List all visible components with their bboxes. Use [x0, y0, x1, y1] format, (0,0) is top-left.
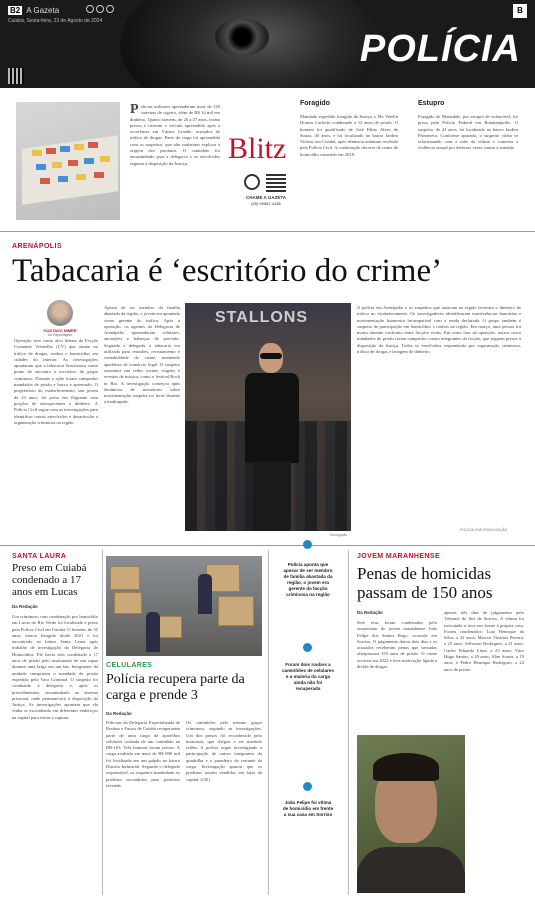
suspect-photo: [185, 303, 351, 531]
masthead-bar: [8, 6, 59, 15]
center-headline: Polícia recupera parte da carga e prende 3: [106, 672, 245, 703]
section-header: [0, 0, 535, 88]
victim-photo: [357, 735, 465, 893]
main-headline: Tabacaria é ‘escritório do crime’: [12, 253, 443, 289]
social-icons: [86, 5, 114, 13]
whatsapp-number: (65) 99987-4186: [251, 201, 281, 206]
section-title: POLÍCIA: [359, 28, 521, 70]
brand-name: A Gazeta: [26, 6, 60, 15]
right-kicker: JOVEM MARANHENSE: [357, 553, 441, 560]
center-col-1: Policiais da Delegacia Especializada de Roubos e Furtos de Cuiabá recuperaram parte de uma carga de aparelhos celulares roubada de um caminhão na BR-163. Três homens foram presos. A carga avaliada em mais de R$ 800 mil foi localizada em um galpão no bairro Distrito Industrial. Segundo o delegado responsável, os suspeitos mantinham os produtos escondidos para posterior revenda.: [106, 720, 180, 788]
page-number-right: B: [513, 4, 527, 18]
seized-goods-photo: [16, 102, 120, 220]
main-col-3: A polícia em Arenápolis e os suspeitos que atuavam na região lavavam o dinheiro de tráfico no estabelecimento. Os investigadores identificaram transferências bancárias e movimentação financeira incompatível com a renda declarada. O grupo também é suspeito de participação em homicídios e roubos na região. Em março, uma pessoa foi morta durante confronto entre facções rivais. Em outra fase da operação, outros cinco mandados de prisão foram cumpridos contra integrantes da facção, que seguem presos à disposição da Justiça. Todos os envolvidos responderão por organização criminosa, tráfico de drogas e lavagem de dinheiro.: [357, 305, 521, 355]
eye-iris: [215, 18, 269, 56]
qr-code-icon: [266, 172, 286, 192]
main-col-2: Apesar de ser membro da família abastada da região, o jovem era apontado como gerente do tráfico. Após a operação, os agentes da Delegacia de Arenápolis apreenderam celulares, anotações e balanças de precisão. Segundo a delegada, a tabacaria era utilizada para reuniões, recrutamento e contabilidade do crime, mantendo aparência de comércio legal. O suspeito ostentava nas redes sociais viagens e eventos de música, como o festival Rock in Rio. A investigação começou após denúncias de moradores sobre movimentação suspeita no local durante a madrugada.: [104, 305, 180, 405]
blitz-col-1: Policias militares apreenderam mais de 120 carteiras de cigarro, além de R$ 14 mil em dinheiro. Quatro homens, de 20 a 37 anos, foram presos e tiveram o veículo apreendido após a ocorrência em Várzea Grande, acusados de tráfico de drogas. Parte da carga foi apreendida com os suspeitos, que não souberam explicar a origem dos produtos. O caminhão foi encaminhado para a delegacia e os envolvidos seguem à disposição da Justiça.: [130, 104, 220, 166]
blitz-col-2-title: Foragido: [300, 100, 330, 107]
blitz-col-2: Mandado expedido foragido da Justiça, o Mc Vetelin Douras Carlechi condenado a 12 anos de prisão. O homem foi qualificado de José Fábio Alves de Souza, 40 anos, e foi localizado no bairro Jardim Vitória, em Cuiabá, após denúncia anônima recebida pela Polícia Civil. A condenação decorre de crime de homicídio cometido em 2018.: [300, 114, 398, 157]
author-role: Da Reportagem: [47, 333, 73, 337]
left-kicker: SANTA LAURA: [12, 553, 67, 560]
info-icon: [303, 540, 312, 549]
author-avatar: [47, 300, 73, 326]
pull-note-1: Polícia aponta que apesar de ser membro de família abastada da região, o jovem era gerente da facção criminosa na região: [283, 562, 333, 597]
info-icon: [303, 643, 312, 652]
center-kicker: CELULARES: [106, 662, 153, 669]
pull-note-2: Foram dois roubos a caminhões de celulares e a maioria da carga ainda não foi recuperada: [282, 662, 334, 691]
left-body: Um criminoso com condenação por homicídio em Lucas do Rio Verde foi localizado e preso pela Polícia Civil em Cuiabá. O homem, de 35 anos, estava foragido desde 2021 e foi encontrado no bairro Santa Laura após trabalho de investigação da Delegacia de Homicídios. Ele havia sido condenado a 17 anos de prisão pelo assassinato de um rapaz durante uma briga em um bar. Integrantes da unidade cumpriram o mandado de prisão expedido pela Vara Criminal. O suspeito foi conduzido à delegacia e, após os procedimentos, encaminhado ao sistema prisional, onde permanecerá à disposição da Justiça. As investigações apontam que ele vinha se escondendo em diferentes endereços na capital para evitar a captura.: [12, 614, 98, 720]
photo-sign-text: STALLONS: [215, 309, 309, 326]
qr-code-icon: [8, 68, 24, 84]
main-col-1: Operação teve como alvo líderes da Facção Comando Vermelho (CV) que atuam no tráfico de drogas, roubos e homicídios em cidades do interior. As investigações apontaram que a tabacaria funcionava como ponto de encontro e escritório do grupo criminoso. Durante a ação foram cumpridos mandados de prisão e busca e apreensão. O proprietário do estabelecimento, um jovem de 23 anos, foi preso em flagrante com porções de entorpecentes e dinheiro. A Polícia Civil segue com as investigações para identificar outros envolvidos e desarticular a organização criminosa na região.: [14, 338, 98, 425]
facebook-icon: [86, 5, 94, 13]
right-col-2: apenas três dias de julgamento pelo Tribunal do Júri de Sorriso. A vítima foi executada a tiros em frente à própria casa. Foram condenados: Luiz Henrique da Silva, a 22 anos; Marcos Vinícius Pereira, a 25 anos; Jefferson Rodrigues, a 21 anos; Carlos Eduardo Lima, a 23 anos; Vitor Hugo Santos, a 20 anos; Alan Souza, a 19 anos; e Pedro Henrique Rodrigues, a 22 anos de prisão.: [444, 610, 524, 672]
instagram-icon: [96, 5, 104, 13]
author-name: GUSTAVO NIMER: [43, 328, 77, 333]
blitz-col-3: Foragido de Maranhão, por estupro de vulnerável, foi preso pela Polícia Federal em Rondonópolis. O suspeito, de 41 anos, foi localizado no bairro Jardim Primavera. Conforme apurado, o suspeito vinha se relacionando com a mãe da vítima e cometeu a violência sexual por diversas vezes contra a enteada.: [418, 114, 518, 151]
pull-note-3: João Felipe foi vítima de homicídio em frente a sua casa em Sorriso: [282, 800, 334, 817]
photo-credit: Divulgação: [330, 533, 348, 537]
whatsapp-icon: [244, 174, 260, 190]
author-block: [20, 300, 100, 337]
right-col-1: Sete réus foram condenados pelo assassinato do jovem maranhense João Felipe dos Santos Rego, ocorrido em Sorriso. O julgamento durou dois dias e os acusados receberam penas que somadas ultrapassam 150 anos de prisão. O crime ocorreu em 2022 e teve motivação ligada a dívida de drogas.: [357, 620, 437, 670]
right-headline: Penas de homicidas passam de 150 anos: [357, 564, 493, 602]
col3-footnote: POLÍCIA CIVIL/DIVULGAÇÃO: [460, 528, 508, 532]
cargo-photo: [106, 556, 262, 656]
center-col-2: Os caminhões pelo mesmo grupo criminoso, segundo as investigações. Um dos presos foi reconhecido pelo motorista, que chegou a ser mantido refém. A polícia segue investigando a participação de outros integrantes da quadrilha e o paradeiro do restante da carga. Investigação apurou que os produtos seriam vendidos em lojas da capital. (CR): [186, 720, 262, 782]
info-icon: [303, 782, 312, 791]
blitz-logo: Blitz: [228, 132, 287, 165]
right-byline: Da Redação: [357, 610, 383, 615]
dateline: Cuiabá, Sexta-feira, 23 de Agosto de 2024: [8, 18, 103, 24]
section-divider: [0, 545, 535, 546]
left-headline: Preso em Cuiabá condenado a 17 anos em Lucas: [12, 562, 87, 598]
blitz-col-3-title: Estupro: [418, 100, 445, 107]
left-byline: Da Redação: [12, 604, 38, 609]
whatsapp-label: CHAME A GAZETA: [245, 195, 287, 200]
main-kicker: ARENÁPOLIS: [12, 243, 62, 250]
center-byline: Da Redação: [106, 711, 132, 716]
page-number: B2: [10, 6, 21, 15]
twitter-icon: [106, 5, 114, 13]
blitz-box: [0, 92, 535, 232]
